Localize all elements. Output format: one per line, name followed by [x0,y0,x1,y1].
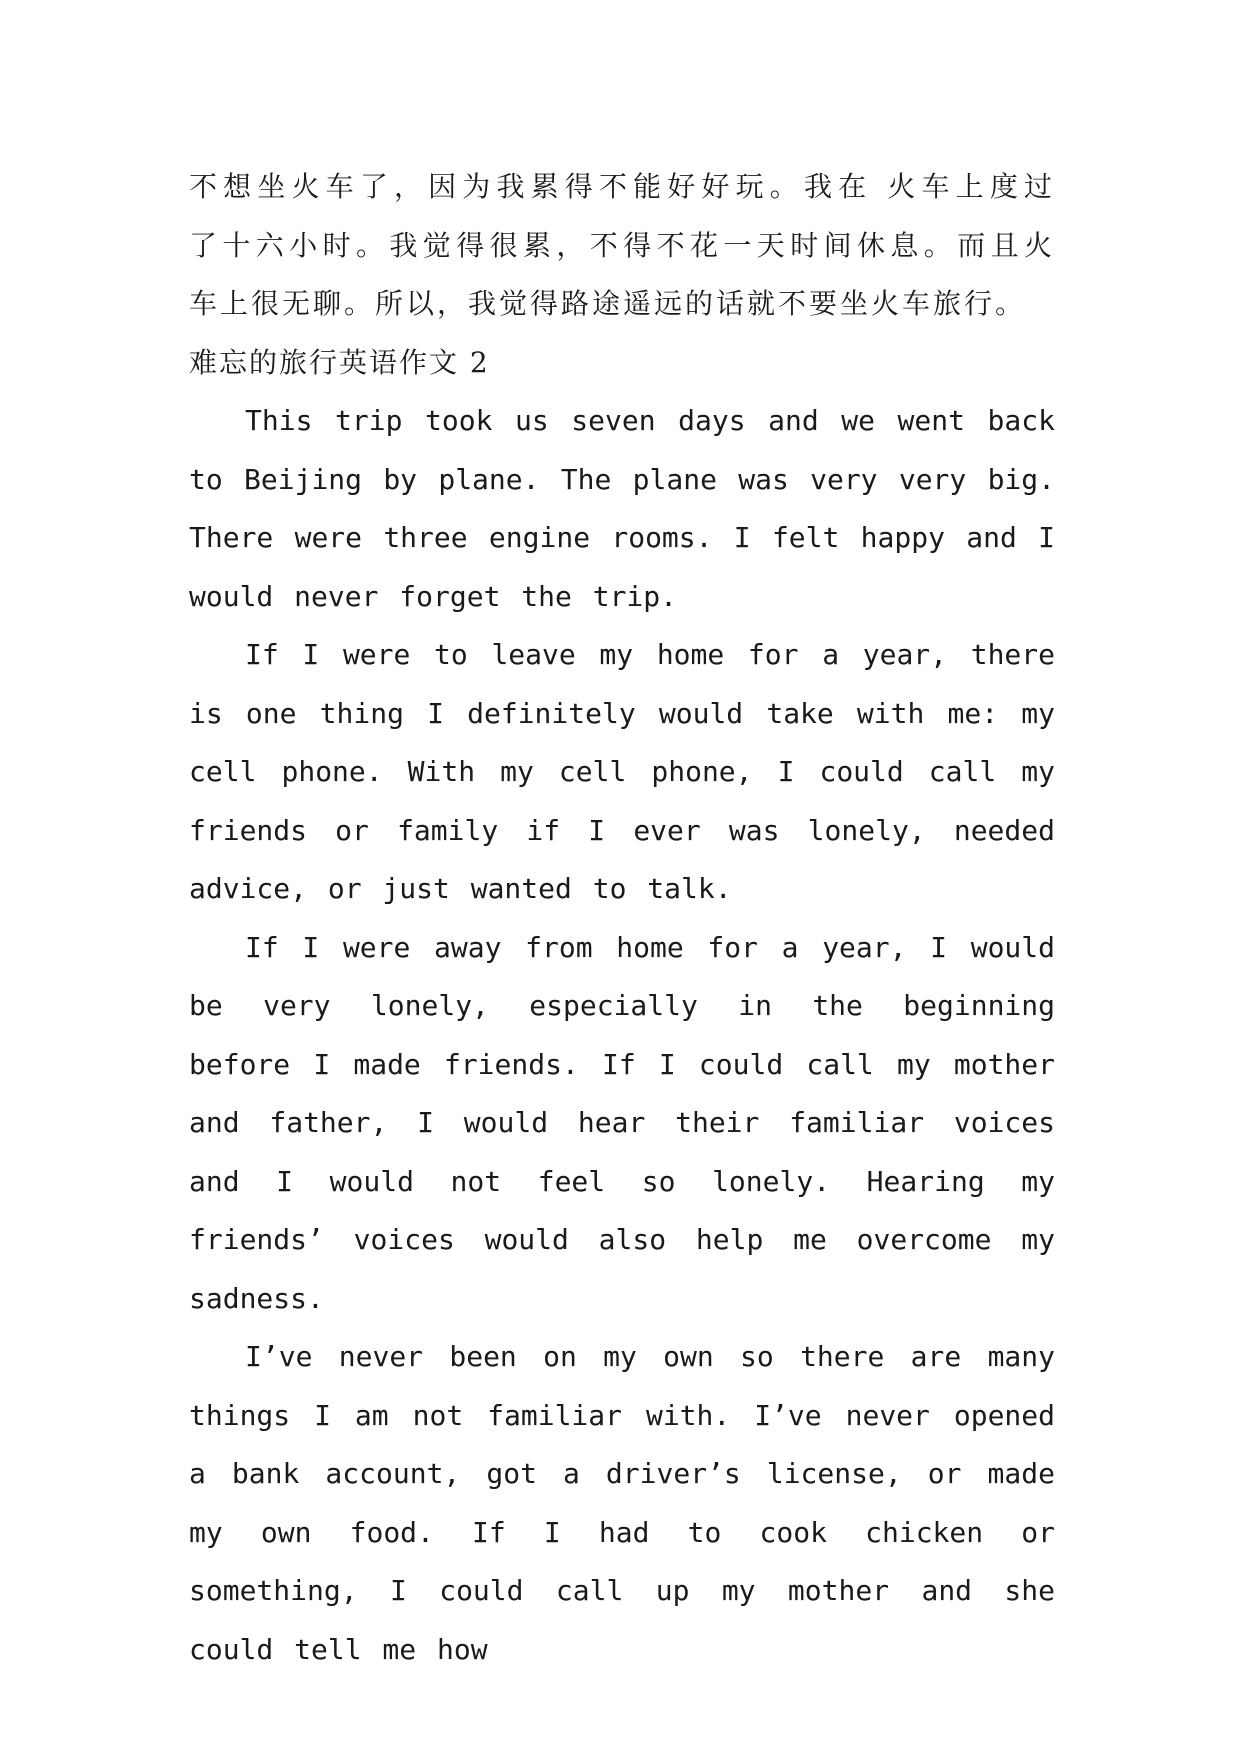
paragraph-trip: This trip took us seven days and we went back to Beijing by plane. The plane was very very big. There were three engine rooms. I felt happy and I would never forget the trip. [189,404,1055,613]
chinese-text-line-3: 车上很无聊。所以，我觉得路途遥远的话就不要坐火车旅行。 [189,287,1027,320]
paragraph-own: I’ve never been on my own so there are many things I am not familiar with. I’ve never opened a bank account, got a driver’s license, or made my own food. If I had to cook chicken or something, I could call up my mother and she could tell me how [189,1340,1055,1666]
chinese-text-line-2: 了十六小时。我觉得很累，不得不花一天时间休息。而且火 [189,228,1055,262]
paragraph-lonely: If I were away from home for a year, I would be very lonely, especially in the beginning before I made friends. If I could call my mother and father, I would hear their familiar voices and I would not feel so lonely. Hearing my friends’ voices would also help me overcome my sadness. [189,930,1055,1315]
paragraph-cell-phone: If I were to leave my home for a year, there is one thing I definitely would take with me: my cell phone. With my cell phone, I could call my friends or family if I ever was lonely, needed advice, or just wanted to talk. [189,638,1055,905]
document-page [189,158,1055,1679]
chinese-text-line-1: 不想坐火车了，因为我累得不能好好玩。我在 火车上度过 [189,170,1055,203]
essay-heading: 难忘的旅行英语作文 2 [189,345,490,379]
